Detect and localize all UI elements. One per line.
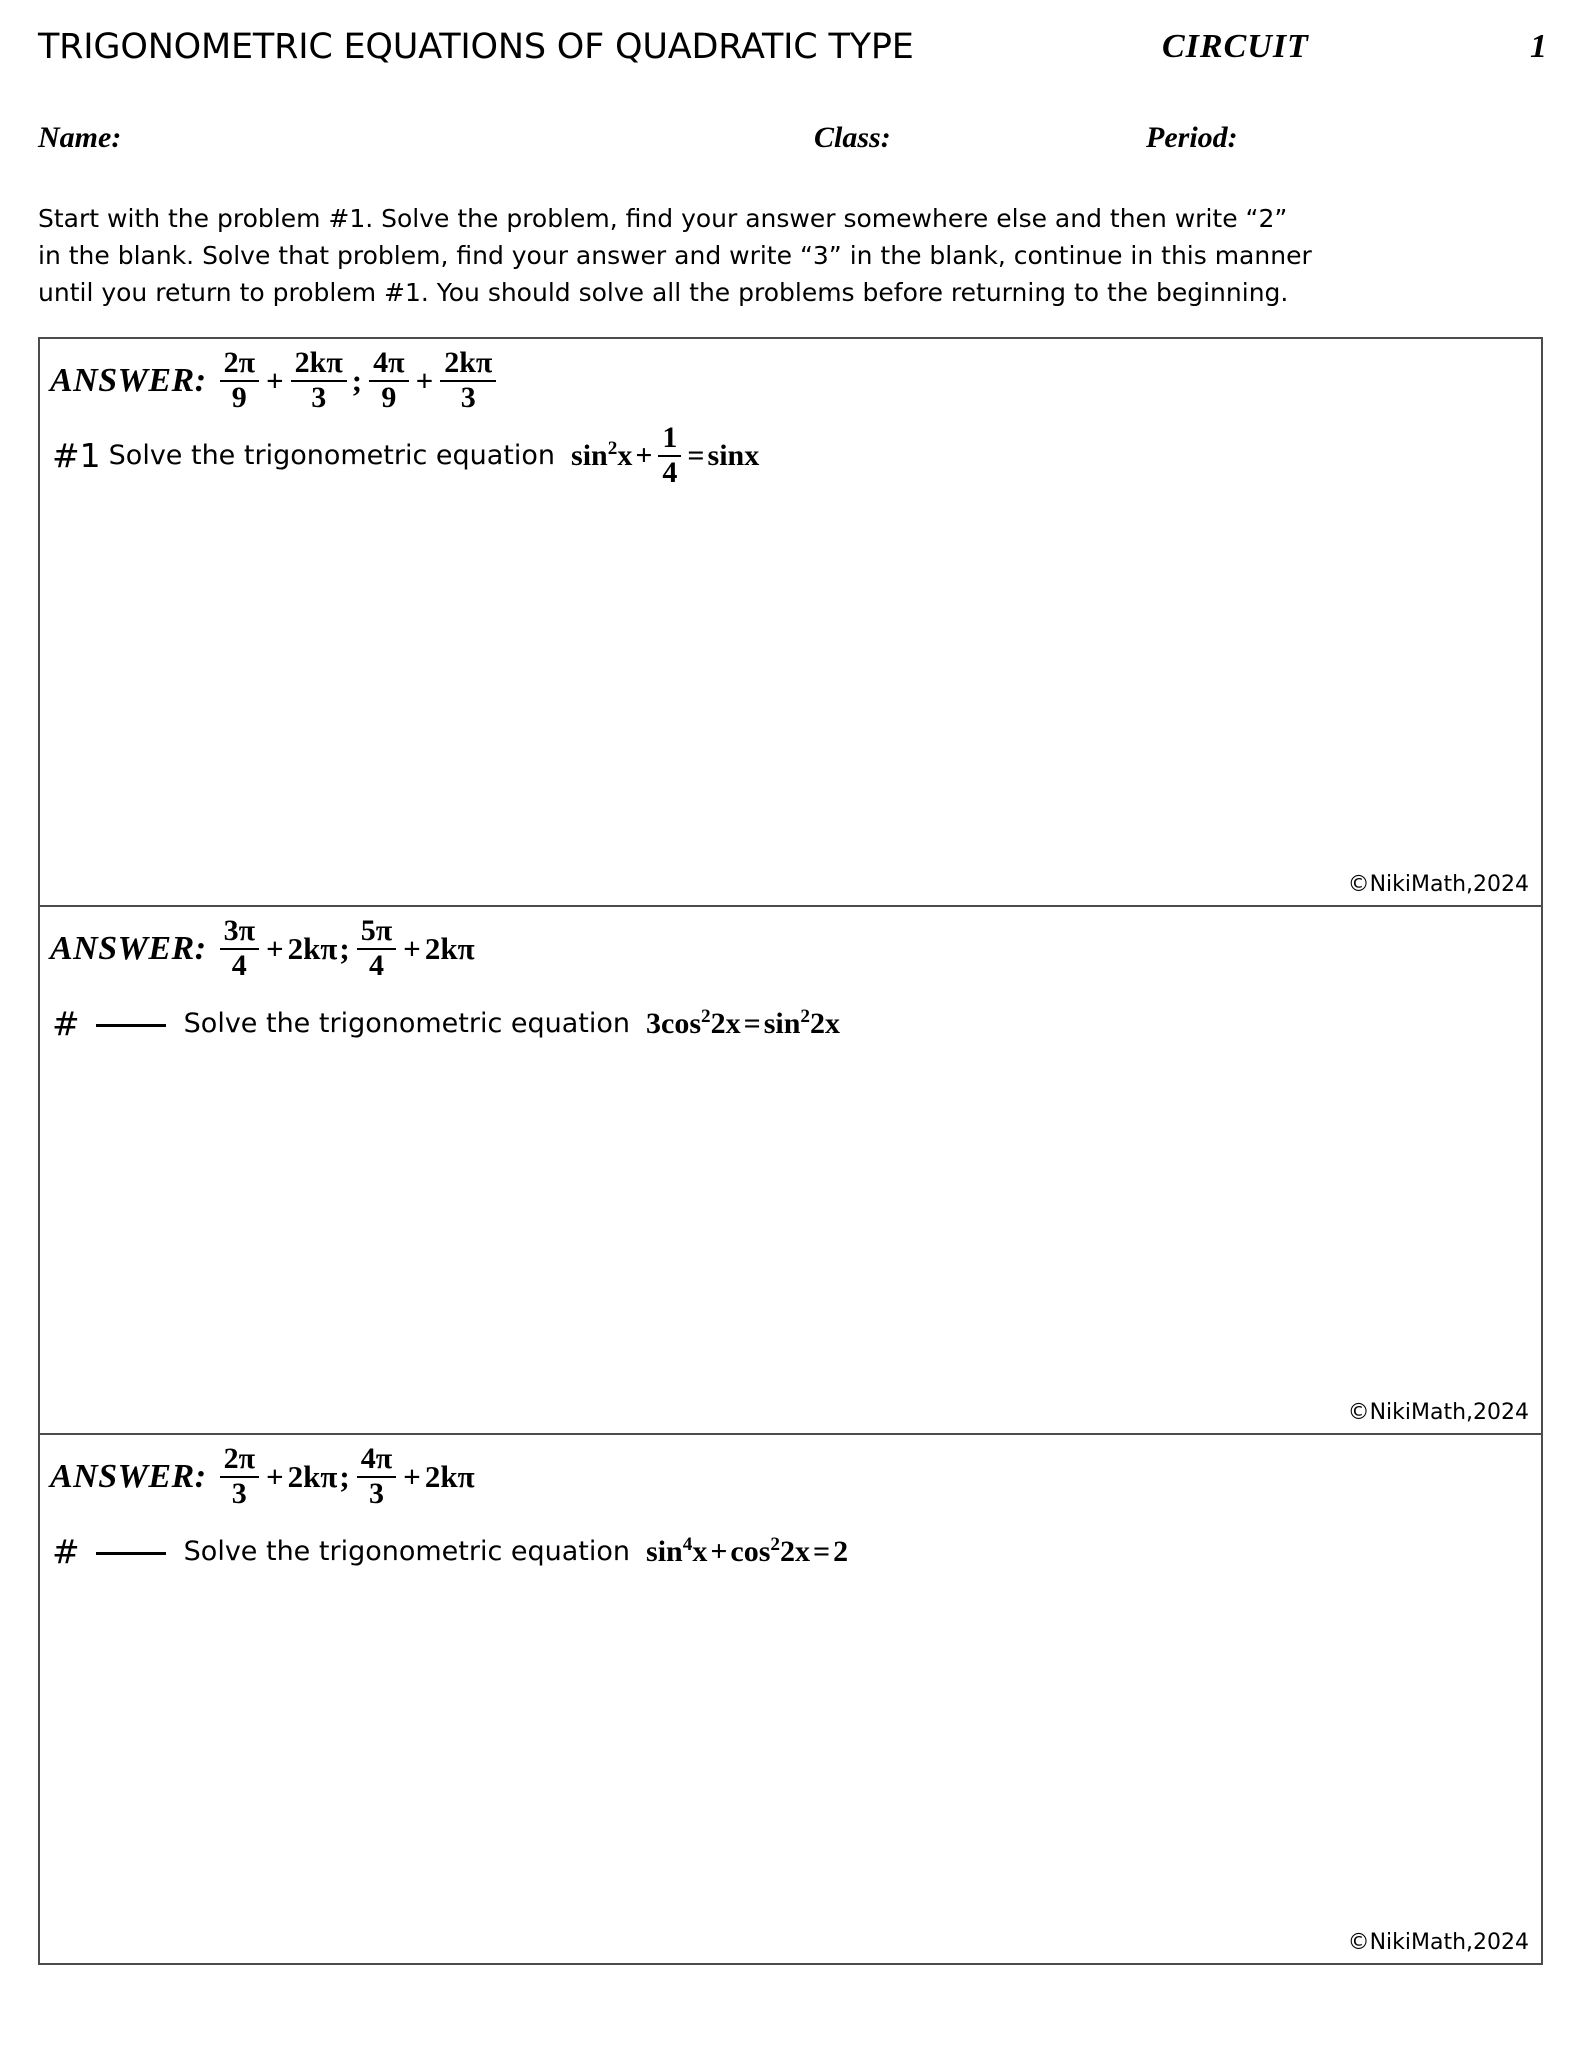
instructions-block bbox=[38, 200, 1508, 311]
equation-cos-term bbox=[730, 1535, 810, 1569]
equals-sign: = bbox=[687, 439, 705, 472]
fraction-numerator: 2π bbox=[220, 1444, 259, 1478]
fraction-denominator: 4 bbox=[231, 949, 247, 982]
variable: x bbox=[692, 1535, 708, 1568]
plus-operator: + bbox=[266, 363, 284, 398]
equation-right-side: 2 bbox=[833, 1535, 849, 1568]
plus-operator: + bbox=[635, 439, 653, 472]
exponent: 2 bbox=[770, 1534, 781, 1555]
plus-operator: + bbox=[403, 1459, 421, 1494]
answer-separator: ; bbox=[339, 1459, 350, 1494]
problem-number: #1 bbox=[52, 436, 101, 475]
fraction-numerator: 1 bbox=[658, 423, 681, 457]
answer-label: ANSWER: bbox=[50, 1458, 207, 1495]
instructions-line-3: until you return to problem #1. You should solve all the problems before returning to the beginning. bbox=[38, 278, 1289, 307]
cos-function: 3cos bbox=[646, 1007, 702, 1040]
problem-box bbox=[40, 339, 1541, 907]
problem-prompt: Solve the trigonometric equation bbox=[183, 1008, 631, 1039]
fraction bbox=[658, 423, 681, 488]
student-meta-row bbox=[38, 120, 1548, 160]
equation-sin-term bbox=[646, 1535, 707, 1569]
problem-number-blank[interactable] bbox=[96, 1552, 166, 1555]
problem-equation bbox=[646, 1007, 840, 1041]
exponent: 2 bbox=[701, 1006, 711, 1027]
fraction-denominator: 3 bbox=[368, 1477, 384, 1510]
instructions-line-2: in the blank. Solve that problem, find your answer and write “3” in the blank, continue in this manner bbox=[38, 241, 1312, 270]
problem-prompt: Solve the trigonometric equation bbox=[108, 440, 556, 471]
fraction-denominator: 3 bbox=[311, 381, 327, 414]
fraction bbox=[357, 916, 396, 981]
fraction-denominator: 9 bbox=[381, 381, 397, 414]
answer-term: 2kπ bbox=[287, 1459, 338, 1494]
fraction bbox=[291, 348, 347, 413]
fraction bbox=[369, 348, 408, 413]
instructions-line-1: Start with the problem #1. Solve the problem, find your answer somewhere else and then write “2” bbox=[38, 204, 1288, 233]
problem-box bbox=[40, 1435, 1541, 1963]
circuit-label: CIRCUIT bbox=[1162, 28, 1309, 65]
problem-statement-line bbox=[52, 421, 760, 489]
answer-separator: ; bbox=[351, 363, 363, 398]
copyright-notice: ©NikiMath,2024 bbox=[1347, 1930, 1529, 1955]
fraction bbox=[220, 348, 259, 413]
sin-function: sin bbox=[571, 439, 608, 472]
problem-box-list bbox=[38, 337, 1543, 1965]
copyright-notice: ©NikiMath,2024 bbox=[1347, 872, 1529, 897]
fraction-denominator: 4 bbox=[368, 949, 384, 982]
answer-term: 2kπ bbox=[424, 1459, 475, 1494]
fraction-numerator: 2kπ bbox=[291, 348, 347, 382]
equation-sin-term bbox=[571, 439, 632, 473]
answer-term: 2kπ bbox=[287, 931, 338, 966]
fraction-denominator: 3 bbox=[231, 1477, 247, 1510]
answer-label: ANSWER: bbox=[50, 930, 207, 967]
answer-label: ANSWER: bbox=[50, 362, 207, 399]
page-header bbox=[38, 26, 1548, 78]
fraction-numerator: 5π bbox=[357, 916, 396, 950]
fraction bbox=[440, 348, 496, 413]
fraction-denominator: 4 bbox=[662, 456, 678, 489]
problem-statement-line bbox=[52, 999, 840, 1049]
variable: x bbox=[617, 439, 633, 472]
fraction-numerator: 2π bbox=[220, 348, 259, 382]
sin-function: sin bbox=[646, 1535, 683, 1568]
fraction-numerator: 3π bbox=[220, 916, 259, 950]
equation-sin-term bbox=[764, 1007, 840, 1041]
copyright-notice: ©NikiMath,2024 bbox=[1347, 1400, 1529, 1425]
problem-equation bbox=[571, 423, 759, 488]
equation-cos-term bbox=[646, 1007, 741, 1041]
exponent: 2 bbox=[607, 438, 618, 459]
plus-operator: + bbox=[415, 363, 434, 398]
exponent: 4 bbox=[682, 1534, 693, 1555]
page-number: 1 bbox=[1530, 28, 1547, 65]
answer-expression bbox=[217, 1444, 475, 1509]
period-label: Period: bbox=[1146, 121, 1238, 154]
problem-number-blank[interactable] bbox=[96, 1024, 166, 1027]
sin-function: sin bbox=[763, 1007, 801, 1040]
fraction-numerator: 2kπ bbox=[440, 348, 496, 382]
answer-line bbox=[50, 1442, 475, 1510]
problem-box bbox=[40, 907, 1541, 1435]
answer-expression bbox=[217, 916, 475, 981]
problem-equation bbox=[646, 1535, 848, 1569]
answer-separator: ; bbox=[339, 931, 350, 966]
fraction-denominator: 9 bbox=[231, 381, 247, 414]
fraction bbox=[220, 1444, 259, 1509]
fraction bbox=[220, 916, 259, 981]
problem-prompt: Solve the trigonometric equation bbox=[183, 1536, 631, 1567]
plus-operator: + bbox=[403, 931, 421, 966]
answer-expression bbox=[217, 348, 500, 413]
plus-operator: + bbox=[266, 931, 284, 966]
exponent: 2 bbox=[800, 1006, 811, 1027]
problem-number-hash: # bbox=[52, 1004, 80, 1043]
argument: 2x bbox=[710, 1007, 741, 1040]
equals-sign: = bbox=[743, 1007, 761, 1040]
plus-operator: + bbox=[710, 1535, 728, 1568]
problem-statement-line bbox=[52, 1527, 848, 1577]
fraction-denominator: 3 bbox=[460, 381, 476, 414]
argument: 2x bbox=[780, 1535, 811, 1568]
name-label: Name: bbox=[38, 121, 122, 154]
page-title: TRIGONOMETRIC EQUATIONS OF QUADRATIC TYPE bbox=[38, 27, 914, 67]
answer-line bbox=[50, 346, 499, 414]
fraction-numerator: 4π bbox=[357, 1444, 396, 1478]
answer-line bbox=[50, 914, 475, 982]
fraction-numerator: 4π bbox=[369, 348, 408, 382]
equation-right-side: sinx bbox=[707, 439, 760, 472]
answer-term: 2kπ bbox=[424, 931, 475, 966]
plus-operator: + bbox=[266, 1459, 284, 1494]
cos-function: cos bbox=[730, 1535, 771, 1568]
argument: 2x bbox=[810, 1007, 841, 1040]
fraction bbox=[357, 1444, 396, 1509]
equals-sign: = bbox=[813, 1535, 831, 1568]
problem-number-hash: # bbox=[52, 1532, 80, 1571]
class-label: Class: bbox=[814, 121, 891, 154]
